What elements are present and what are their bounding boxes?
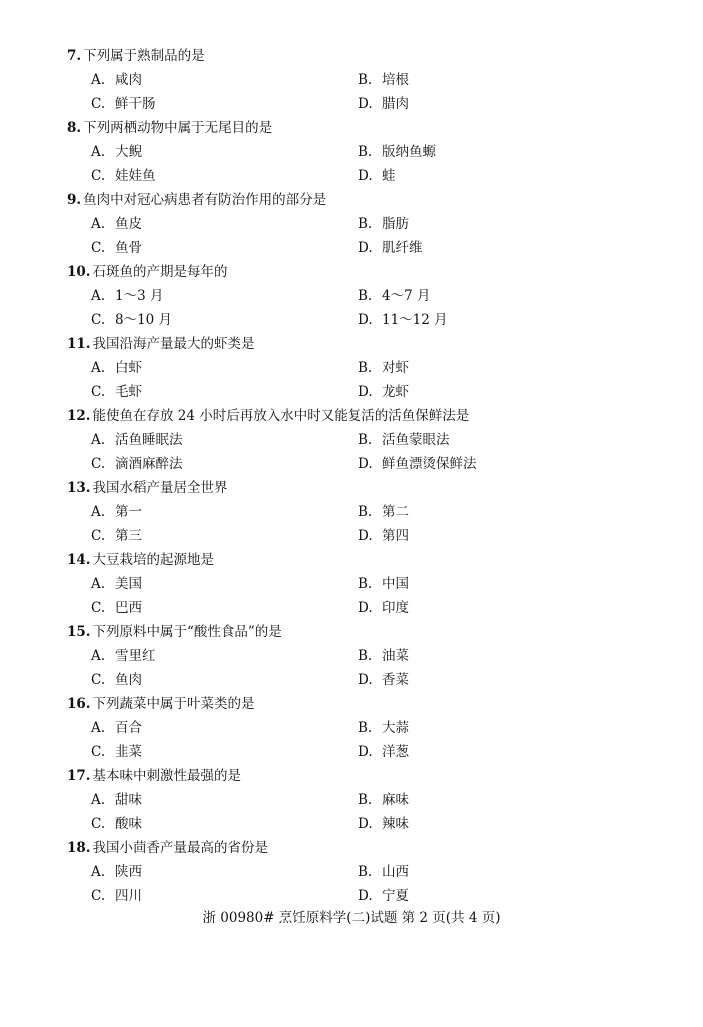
answer-option [358, 668, 598, 692]
option-row [67, 212, 667, 236]
option-letter: A. [91, 648, 106, 664]
option-letter: A. [91, 360, 106, 376]
answer-option [91, 812, 358, 836]
question-number: 9. [67, 192, 82, 208]
option-letter: B. [358, 72, 373, 88]
option-text: 鲜干肠 [115, 96, 156, 112]
option-row [67, 716, 667, 740]
question-item [67, 548, 667, 620]
option-letter: B. [358, 504, 373, 520]
answer-option [91, 500, 358, 524]
answer-option [91, 68, 358, 92]
question-item [67, 116, 667, 188]
option-text: 山西 [382, 864, 409, 880]
answer-option [358, 596, 598, 620]
answer-option [358, 788, 598, 812]
question-number: 12. [67, 408, 91, 424]
option-letter: D. [358, 312, 373, 328]
answer-option [358, 644, 598, 668]
option-letter: B. [358, 648, 373, 664]
option-text: 鱼骨 [115, 240, 142, 256]
answer-option [91, 212, 358, 236]
option-text: 韭菜 [115, 744, 142, 760]
answer-option [358, 380, 598, 404]
option-letter: A. [91, 432, 106, 448]
option-letter: D. [358, 600, 373, 616]
option-text: 大鲵 [115, 144, 142, 160]
question-stem [67, 692, 667, 716]
option-row [67, 812, 667, 836]
option-letter: C. [91, 744, 106, 760]
option-text: 巴西 [115, 600, 142, 616]
option-text: 宁夏 [382, 888, 409, 904]
answer-option [91, 308, 358, 332]
answer-option [91, 572, 358, 596]
option-text: 麻味 [382, 792, 409, 808]
question-item [67, 332, 667, 404]
option-text: 洋葱 [382, 744, 409, 760]
option-letter: B. [358, 720, 373, 736]
option-letter: B. [358, 864, 373, 880]
option-text: 对虾 [382, 360, 409, 376]
question-text: 我国小茴香产量最高的省份是 [92, 840, 268, 856]
option-text: 脂肪 [382, 216, 409, 232]
option-letter: C. [91, 672, 106, 688]
question-stem [67, 620, 667, 644]
question-item [67, 404, 667, 476]
answer-option [358, 884, 598, 908]
question-stem [67, 404, 667, 428]
question-number: 16. [67, 696, 91, 712]
answer-option [358, 68, 598, 92]
option-text: 滴酒麻醉法 [115, 456, 183, 472]
option-text: 4～7 月 [382, 288, 431, 304]
answer-option [91, 740, 358, 764]
option-text: 酸味 [115, 816, 142, 832]
option-row [67, 164, 667, 188]
option-letter: D. [358, 888, 373, 904]
answer-option [358, 500, 598, 524]
option-letter: A. [91, 144, 106, 160]
option-text: 辣味 [382, 816, 409, 832]
answer-option [358, 140, 598, 164]
question-number: 8. [67, 120, 82, 136]
option-row [67, 356, 667, 380]
question-stem [67, 44, 667, 68]
option-letter: A. [91, 216, 106, 232]
option-letter: B. [358, 288, 373, 304]
question-text: 我国沿海产量最大的虾类是 [92, 336, 255, 352]
option-text: 大蒜 [382, 720, 409, 736]
option-letter: C. [91, 816, 106, 832]
question-number: 14. [67, 552, 91, 568]
option-text: 鱼皮 [115, 216, 142, 232]
option-text: 腊肉 [382, 96, 409, 112]
question-stem [67, 476, 667, 500]
option-text: 第一 [115, 504, 142, 520]
option-text: 1～3 月 [115, 288, 164, 304]
option-row [67, 860, 667, 884]
option-letter: A. [91, 504, 106, 520]
option-row [67, 500, 667, 524]
question-item [67, 620, 667, 692]
option-row [67, 644, 667, 668]
question-text: 石斑鱼的产期是每年的 [92, 264, 228, 280]
option-text: 雪里红 [115, 648, 156, 664]
answer-option [358, 92, 598, 116]
question-number: 10. [67, 264, 91, 280]
question-text: 下列两栖动物中属于无尾目的是 [83, 120, 273, 136]
question-text: 下列蔬菜中属于叶菜类的是 [92, 696, 255, 712]
option-letter: C. [91, 528, 106, 544]
answer-option [91, 92, 358, 116]
option-row [67, 380, 667, 404]
answer-option [358, 716, 598, 740]
option-text: 蛙 [382, 168, 396, 184]
option-text: 四川 [115, 888, 142, 904]
question-item [67, 764, 667, 836]
answer-option [358, 524, 598, 548]
question-item [67, 260, 667, 332]
option-letter: D. [358, 816, 373, 832]
option-letter: A. [91, 576, 106, 592]
option-text: 印度 [382, 600, 409, 616]
option-text: 鲜鱼漂烫保鲜法 [382, 456, 477, 472]
answer-option [358, 308, 598, 332]
answer-option [358, 452, 598, 476]
question-number: 11. [67, 336, 91, 352]
question-stem [67, 764, 667, 788]
question-stem [67, 836, 667, 860]
question-text: 基本味中刺激性最强的是 [92, 768, 241, 784]
question-list [67, 44, 667, 908]
question-stem [67, 188, 667, 212]
answer-option [91, 428, 358, 452]
answer-option [91, 380, 358, 404]
answer-option [91, 284, 358, 308]
option-letter: D. [358, 240, 373, 256]
question-item [67, 692, 667, 764]
option-letter: D. [358, 168, 373, 184]
option-letter: A. [91, 72, 106, 88]
option-text: 甜味 [115, 792, 142, 808]
answer-option [358, 164, 598, 188]
option-text: 毛虾 [115, 384, 142, 400]
answer-option [91, 884, 358, 908]
question-text: 我国水稻产量居全世界 [92, 480, 228, 496]
question-stem [67, 332, 667, 356]
answer-option [91, 524, 358, 548]
option-letter: B. [358, 216, 373, 232]
option-letter: B. [358, 792, 373, 808]
option-letter: C. [91, 240, 106, 256]
question-number: 13. [67, 480, 91, 496]
option-letter: C. [91, 168, 106, 184]
option-row [67, 92, 667, 116]
answer-option [358, 212, 598, 236]
option-letter: C. [91, 456, 106, 472]
option-letter: A. [91, 720, 106, 736]
question-item [67, 476, 667, 548]
option-row [67, 284, 667, 308]
answer-option [358, 860, 598, 884]
option-letter: D. [358, 384, 373, 400]
option-row [67, 572, 667, 596]
option-letter: A. [91, 792, 106, 808]
option-text: 中国 [382, 576, 409, 592]
answer-option [91, 644, 358, 668]
answer-option [358, 284, 598, 308]
option-row [67, 884, 667, 908]
option-letter: D. [358, 672, 373, 688]
option-text: 版纳鱼螈 [382, 144, 436, 160]
question-number: 18. [67, 840, 91, 856]
option-text: 11～12 月 [382, 312, 448, 328]
answer-option [91, 452, 358, 476]
option-text: 肌纤维 [382, 240, 423, 256]
question-number: 17. [67, 768, 91, 784]
option-letter: B. [358, 144, 373, 160]
option-row [67, 140, 667, 164]
option-letter: B. [358, 360, 373, 376]
answer-option [358, 572, 598, 596]
question-number: 15. [67, 624, 91, 640]
question-item [67, 836, 667, 908]
answer-option [358, 356, 598, 380]
option-text: 咸肉 [115, 72, 142, 88]
question-number: 7. [67, 48, 82, 64]
option-row [67, 788, 667, 812]
answer-option [91, 716, 358, 740]
question-stem [67, 116, 667, 140]
option-letter: C. [91, 96, 106, 112]
option-letter: D. [358, 456, 373, 472]
option-text: 美国 [115, 576, 142, 592]
option-row [67, 452, 667, 476]
question-text: 鱼肉中对冠心病患者有防治作用的部分是 [83, 192, 327, 208]
answer-option [91, 356, 358, 380]
option-text: 香菜 [382, 672, 409, 688]
option-letter: D. [358, 528, 373, 544]
option-text: 第四 [382, 528, 409, 544]
option-row [67, 668, 667, 692]
answer-option [91, 236, 358, 260]
answer-option [91, 668, 358, 692]
option-text: 活鱼睡眠法 [115, 432, 183, 448]
option-text: 鱼肉 [115, 672, 142, 688]
answer-option [358, 236, 598, 260]
answer-option [91, 860, 358, 884]
answer-option [358, 740, 598, 764]
option-letter: D. [358, 96, 373, 112]
answer-option [358, 812, 598, 836]
option-text: 第二 [382, 504, 409, 520]
option-row [67, 740, 667, 764]
answer-option [91, 596, 358, 620]
option-text: 活鱼蒙眼法 [382, 432, 450, 448]
option-row [67, 308, 667, 332]
option-text: 百合 [115, 720, 142, 736]
question-text: 下列属于熟制品的是 [83, 48, 205, 64]
option-row [67, 596, 667, 620]
option-row [67, 68, 667, 92]
question-item [67, 188, 667, 260]
option-text: 白虾 [115, 360, 142, 376]
answer-option [91, 140, 358, 164]
option-text: 油菜 [382, 648, 409, 664]
question-text: 大豆栽培的起源地是 [92, 552, 214, 568]
option-text: 8～10 月 [115, 312, 173, 328]
question-stem [67, 548, 667, 572]
option-letter: C. [91, 600, 106, 616]
answer-option [91, 788, 358, 812]
option-letter: C. [91, 888, 106, 904]
page-footer: 浙 00980# 烹饪原料学(二)试题 第 2 页(共 4 页) [202, 910, 501, 926]
answer-option [358, 428, 598, 452]
option-row [67, 236, 667, 260]
option-letter: B. [358, 432, 373, 448]
option-row [67, 428, 667, 452]
option-letter: B. [358, 576, 373, 592]
option-row [67, 524, 667, 548]
answer-option [91, 164, 358, 188]
question-text: 能使鱼在存放 24 小时后再放入水中时又能复活的活鱼保鲜法是 [92, 408, 470, 424]
option-text: 龙虾 [382, 384, 409, 400]
option-letter: C. [91, 384, 106, 400]
option-letter: A. [91, 288, 106, 304]
option-letter: D. [358, 744, 373, 760]
question-text: 下列原料中属于“酸性食品”的是 [92, 624, 282, 640]
option-text: 娃娃鱼 [115, 168, 156, 184]
option-text: 培根 [382, 72, 409, 88]
question-stem [67, 260, 667, 284]
option-text: 陕西 [115, 864, 142, 880]
option-letter: C. [91, 312, 106, 328]
option-letter: A. [91, 864, 106, 880]
option-text: 第三 [115, 528, 142, 544]
question-item [67, 44, 667, 116]
